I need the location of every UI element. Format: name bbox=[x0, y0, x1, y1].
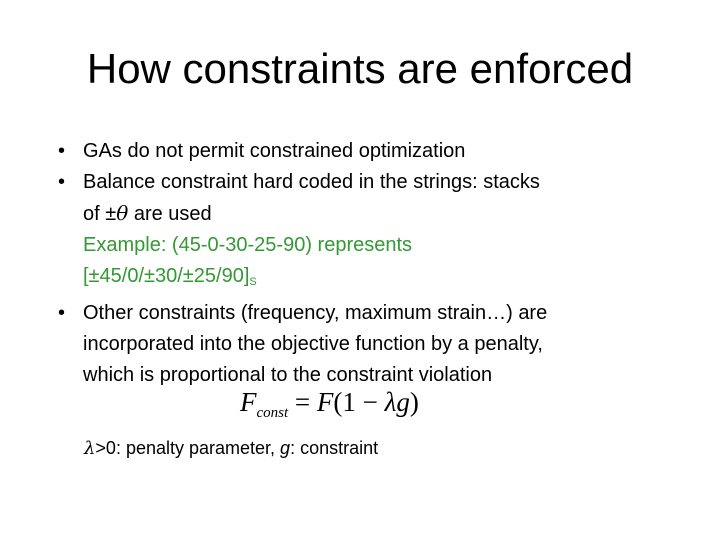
notation-text: [±45/0/±30/±25/90] bbox=[83, 265, 250, 287]
note-text: >0: penalty parameter, bbox=[95, 438, 281, 458]
formula-f-left: F bbox=[240, 387, 257, 417]
note-lambda: λ bbox=[84, 438, 96, 459]
formula-lambda: λ bbox=[384, 387, 397, 417]
example-line: Example: (45-0-30-25-90) represents bbox=[83, 234, 413, 256]
note-g: g bbox=[280, 438, 291, 458]
bullet-dot-icon: • bbox=[58, 171, 66, 193]
bullet-text: GAs do not permit constrained optimization bbox=[83, 140, 466, 162]
formula-f-right: F bbox=[316, 387, 334, 417]
bullet-text-fragment: of ± bbox=[83, 203, 117, 225]
slide-title: How constraints are enforced bbox=[86, 45, 634, 92]
formula-open: (1 − bbox=[333, 387, 385, 417]
formula-subscript-const: const bbox=[256, 405, 289, 421]
bullet-line: Balance constraint hard coded in the strings: stacks bbox=[83, 171, 540, 193]
bullet-text-fragment: are used bbox=[128, 203, 212, 225]
notation-subscript: S bbox=[249, 276, 257, 288]
bullet-line bbox=[83, 198, 690, 230]
bullet-dot-icon: • bbox=[58, 302, 66, 324]
formula-note bbox=[84, 434, 378, 463]
bullet-line: which is proportional to the constraint violation bbox=[83, 364, 493, 386]
formula-g: g bbox=[396, 387, 410, 417]
bullet-line: Other constraints (frequency, maximum strain…) are bbox=[83, 302, 548, 324]
example-notation bbox=[83, 261, 690, 298]
bullet-item-balance-constraint bbox=[50, 167, 690, 298]
bullet-item-ga-constraints bbox=[50, 136, 690, 167]
penalty-formula bbox=[240, 382, 419, 433]
bullet-list bbox=[50, 136, 690, 391]
bullet-dot-icon: • bbox=[58, 140, 66, 162]
bullet-line: incorporated into the objective function by a penalty, bbox=[83, 333, 543, 355]
theta-symbol: θ bbox=[116, 201, 129, 225]
formula-close: ) bbox=[409, 387, 419, 417]
formula-equals: = bbox=[288, 387, 317, 417]
note-text: : constraint bbox=[290, 438, 379, 458]
bullet-item-other-constraints bbox=[50, 298, 690, 391]
